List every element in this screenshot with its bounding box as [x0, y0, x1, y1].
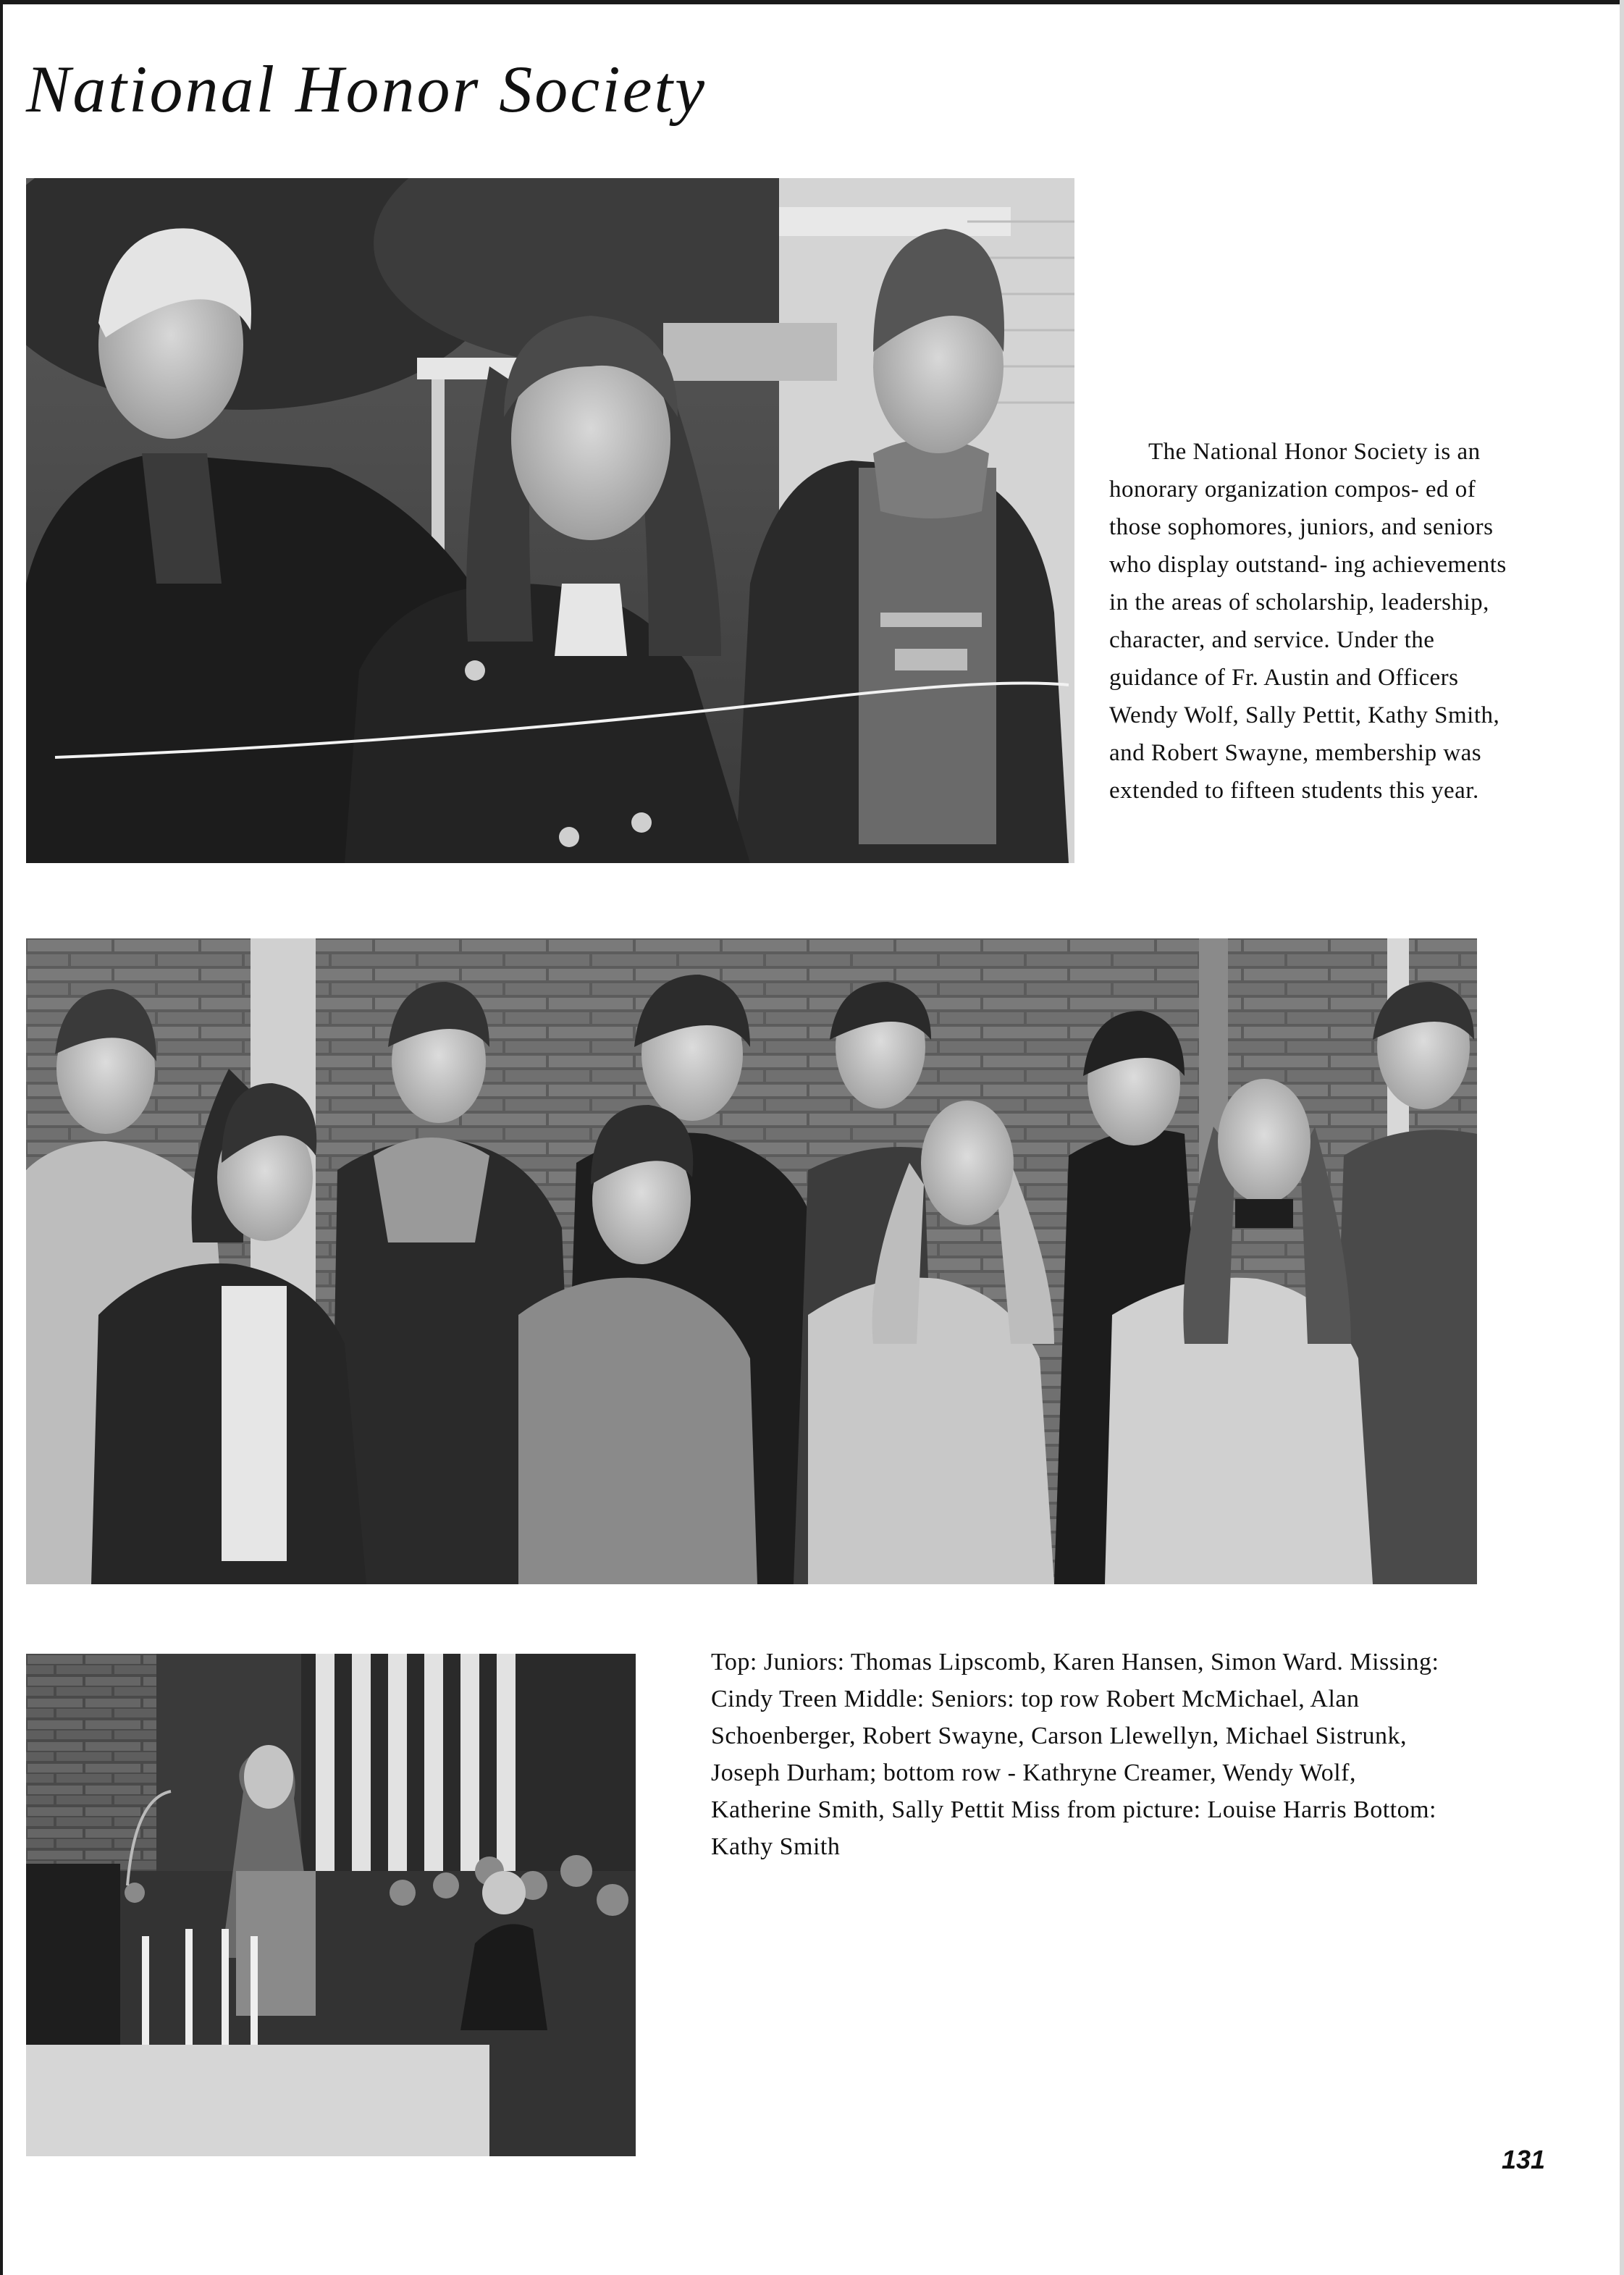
page-title: National Honor Society [26, 52, 707, 126]
seniors-photo-image [26, 938, 1477, 1584]
ceremony-photo [26, 1654, 636, 2156]
juniors-photo-image [26, 178, 1074, 863]
page-left-edge [0, 0, 3, 2275]
seniors-photo [26, 938, 1477, 1584]
ceremony-photo-image [26, 1654, 636, 2156]
page-top-edge [0, 0, 1624, 4]
page-right-edge [1620, 0, 1624, 2275]
photo-caption: Top: Juniors: Thomas Lipscomb, Karen Hansen, Simon Ward. Missing: Cindy Treen Middle: Seniors: top row Robert McMichael, Alan Schoenberger, Robert Swayne, Carson Llewellyn, Michael Sistrunk, Joseph Durham; bottom row - Kathryne Creamer, Wendy Wolf, Katherine Smith, Sally Pettit Miss from picture: Louise Harris Bottom: Kathy Smith [711, 1649, 1439, 1860]
page-number: 131 [1502, 2145, 1546, 2174]
society-description: The National Honor Society is an honorary organization compos- ed of those sophomores, juniors, and seniors who display outstand- ing achievements in the areas of scholarship, leadership, character, and service. Under the guidance of Fr. Austin and Officers Wendy Wolf, Sally Pettit, Kathy Smith, and Robert Swayne, membership was extended to fifteen students this year. [1109, 439, 1507, 804]
juniors-photo [26, 178, 1074, 863]
